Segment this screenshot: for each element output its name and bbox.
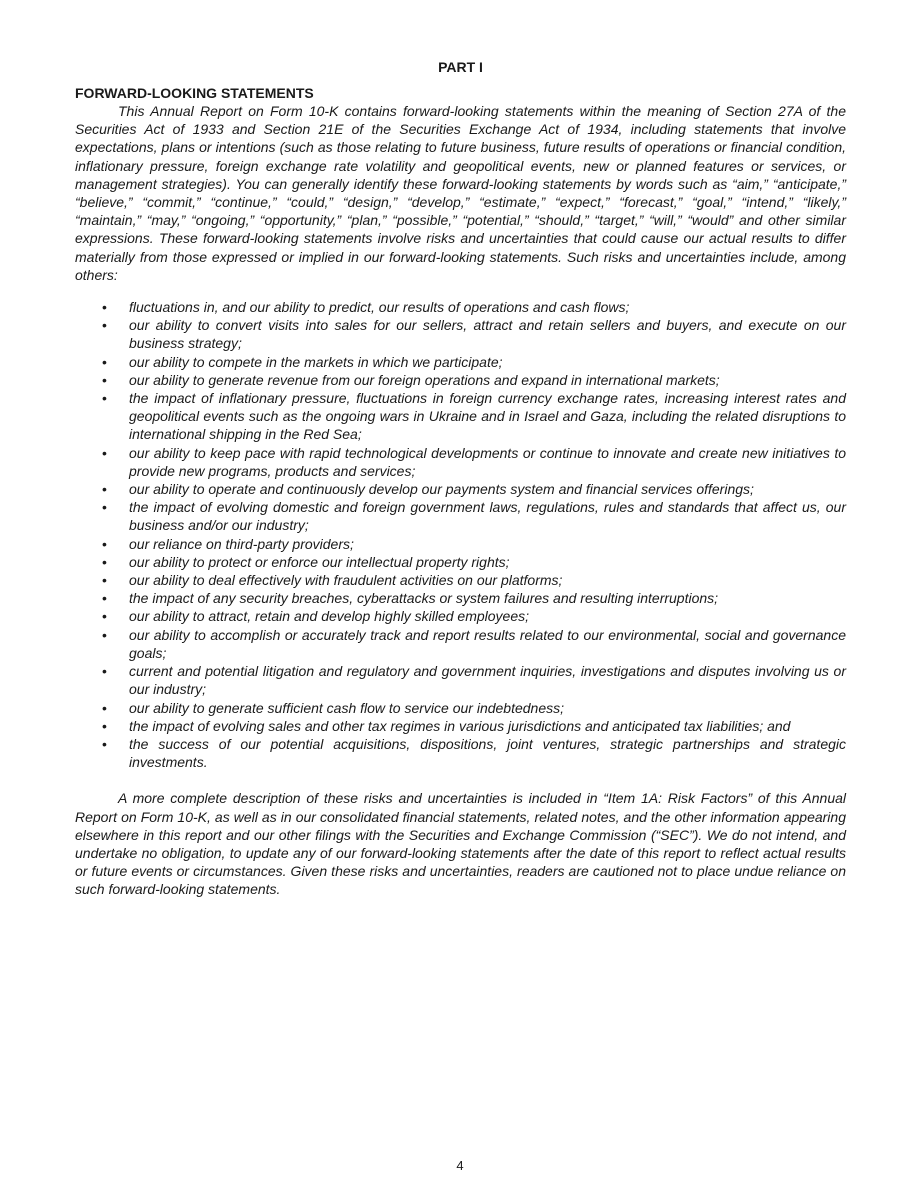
bullet-icon: •: [102, 590, 107, 607]
bullet-icon: •: [102, 371, 107, 388]
list-item-text: current and potential litigation and regulatory and government inquiries, investigations and disputes involving us or our industry;: [129, 663, 846, 698]
list-item-text: fluctuations in, and our ability to predict, our results of operations and cash flows;: [129, 299, 630, 316]
list-item: [75, 717, 846, 735]
bullet-icon: •: [102, 663, 107, 680]
bullet-icon: •: [102, 481, 107, 498]
bullet-icon: •: [102, 444, 107, 461]
list-item-text: the success of our potential acquisitions, dispositions, joint ventures, strategic partnerships and strategic investments.: [129, 735, 846, 771]
list-item: [75, 699, 846, 717]
document-page: [75, 58, 846, 899]
list-item: [75, 371, 846, 389]
list-item: [75, 553, 846, 571]
list-item: [75, 662, 846, 698]
list-item: [75, 535, 846, 553]
bullet-icon: •: [102, 535, 107, 552]
closing-paragraph: A more complete description of these risks and uncertainties is included in “Item 1A: Risk Factors” of this Annual Report on Form 10-K, as well as in our consolidated financial statements, related notes, and the other information appearing elsewhere in this report and our other filings with the Securities and Exchange Commission (“SEC”). We do not intend, and undertake no obligation, to update any of our forward-looking statements after the date of this report to reflect actual results or future events or circumstances. Given these risks and uncertainties, readers are cautioned not to place undue reliance on such forward-looking statements.: [75, 790, 846, 898]
section-title: FORWARD-LOOKING STATEMENTS: [75, 85, 314, 101]
list-item-text: our ability to deal effectively with fraudulent activities on our platforms;: [129, 572, 563, 589]
page-number: 4: [456, 1158, 464, 1173]
list-item-text: our ability to generate sufficient cash flow to service our indebtedness;: [129, 699, 565, 716]
list-item-text: the impact of inflationary pressure, fluctuations in foreign currency exchange rates, increasing interest rates and geopolitical events such as the ongoing wars in Ukraine and in Israel and Gaza, including the related disruptions to international shipping in the Red Sea;: [129, 390, 846, 443]
list-item-text: the impact of any security breaches, cyberattacks or system failures and resulting interruptions;: [129, 590, 719, 607]
list-item-text: our ability to keep pace with rapid technological developments or continue to innovate and create new initiatives to provide new programs, products and services;: [129, 444, 846, 479]
bullet-icon: •: [102, 608, 107, 625]
bullet-icon: •: [102, 699, 107, 716]
list-item: [75, 353, 846, 371]
list-item-text: our ability to attract, retain and develop highly skilled employees;: [129, 608, 529, 625]
list-item: [75, 298, 846, 316]
bullet-icon: •: [102, 626, 107, 643]
list-item-text: the impact of evolving sales and other tax regimes in various jurisdictions and anticipated tax liabilities; and: [129, 717, 791, 734]
bullet-icon: •: [102, 317, 107, 334]
list-item-text: our ability to operate and continuously develop our payments system and financial services offerings;: [129, 481, 754, 498]
list-item-text: the impact of evolving domestic and foreign government laws, regulations, rules and standards that affect us, our business and/or our industry;: [129, 499, 846, 534]
list-item-text: our reliance on third-party providers;: [129, 535, 354, 552]
bullet-icon: •: [102, 572, 107, 589]
list-item: [75, 626, 846, 662]
list-item-text: our ability to accomplish or accurately track and report results related to our environmental, social and governance goals;: [129, 626, 846, 661]
list-item: [75, 316, 846, 352]
bullet-icon: •: [102, 735, 107, 752]
list-item-text: our ability to convert visits into sales for our sellers, attract and retain sellers and buyers, and execute on our business strategy;: [129, 317, 846, 352]
bullet-icon: •: [102, 553, 107, 570]
list-item: [75, 389, 846, 444]
list-item: [75, 444, 846, 480]
list-item: [75, 589, 846, 607]
intro-paragraph: This Annual Report on Form 10-K contains forward-looking statements within the meaning of Section 27A of the Securities Act of 1933 and Section 21E of the Securities Exchange Act of 1934, including statements that involve expectations, plans or intentions (such as those relating to future business, future results of operations or financial condition, inflationary pressure, foreign exchange rate volatility and geopolitical events, new or planned features or services, or management strategies). You can generally identify these forward-looking statements by words such as “aim,” “anticipate,” “believe,” “commit,” “continue,” “could,” “design,” “develop,” “estimate,” “expect,” “forecast,” “goal,” “intend,” “likely,” “maintain,” “may,” “ongoing,” “opportunity,” “plan,” “possible,” “potential,” “should,” “target,” “will,” “would” and other similar expressions. These forward-looking statements involve risks and uncertainties that could cause our actual results to differ materially from those expressed or implied in our forward-looking statements. Such risks and uncertainties include, among others:: [75, 103, 846, 283]
list-item: [75, 480, 846, 498]
list-item-text: our ability to compete in the markets in which we participate;: [129, 353, 503, 370]
list-item: [75, 607, 846, 625]
list-item-text: our ability to protect or enforce our intellectual property rights;: [129, 553, 510, 570]
bullet-icon: •: [102, 299, 107, 316]
list-item: [75, 735, 846, 771]
bullet-icon: •: [102, 353, 107, 370]
part-title: PART I: [438, 59, 483, 75]
bullet-icon: •: [102, 717, 107, 734]
list-item-text: our ability to generate revenue from our foreign operations and expand in international markets;: [129, 371, 720, 388]
bullet-icon: •: [102, 499, 107, 516]
list-item: [75, 571, 846, 589]
list-item: [75, 498, 846, 534]
bullet-icon: •: [102, 390, 107, 407]
risk-factors-list: [75, 298, 846, 771]
